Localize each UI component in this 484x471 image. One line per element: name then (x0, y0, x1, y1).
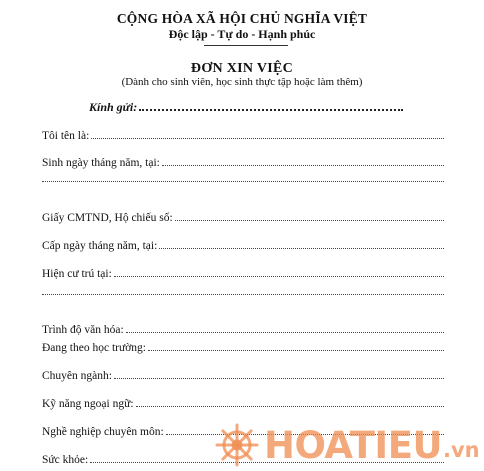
watermark (214, 420, 480, 470)
addressee-line (89, 99, 403, 114)
field-label: Giấy CMTND, Hộ chiếu số: (42, 212, 173, 224)
field-birth (42, 155, 444, 170)
field-label: Đang theo học trường: (42, 342, 146, 354)
field-fill-line[interactable] (136, 396, 444, 407)
watermark-tld: .vn (443, 438, 480, 462)
field-fill-line[interactable] (159, 238, 444, 249)
field-major (42, 368, 444, 383)
field-education (42, 322, 444, 337)
field-id-number (42, 210, 444, 225)
field-label: Cấp ngày tháng năm, tại: (42, 240, 158, 252)
field-fill-line[interactable] (148, 340, 444, 351)
field-label: Tôi tên là: (42, 130, 90, 142)
field-school (42, 340, 444, 355)
field-id-issued (42, 238, 444, 253)
field-fill-line[interactable] (114, 368, 444, 379)
national-motto: Độc lập - Tự do - Hạnh phúc (168, 27, 316, 41)
field-fill-line[interactable] (175, 210, 444, 221)
motto-underline (204, 45, 288, 46)
field-label: Chuyên ngành: (42, 370, 112, 382)
field-label: Hiện cư trú tại: (42, 268, 112, 280)
field-label: Kỹ năng ngoại ngữ: (42, 398, 134, 410)
field-fill-line[interactable] (114, 266, 444, 277)
field-fill-line[interactable] (91, 128, 444, 139)
field-label: Sức khỏe: (42, 454, 89, 466)
form-subtitle: (Dành cho sinh viên, học sinh thực tập hoặc làm thêm) (121, 76, 363, 88)
field-fill-line[interactable] (162, 155, 444, 166)
field-residence (42, 266, 444, 281)
ship-wheel-icon (214, 422, 260, 468)
addressee-label: Kính gửi: (89, 100, 138, 114)
field-label: Sinh ngày tháng năm, tại: (42, 157, 160, 169)
field-fill-line-continued[interactable] (42, 294, 444, 295)
form-title: ĐƠN XIN VIỆC (190, 61, 294, 76)
national-title: CỘNG HÒA XÃ HỘI CHỦ NGHĨA VIỆT (116, 11, 368, 26)
field-fill-line[interactable] (126, 322, 444, 333)
field-name (42, 128, 444, 143)
addressee-fill-line[interactable] (139, 99, 403, 111)
field-fill-line-continued[interactable] (42, 181, 444, 182)
field-label: Trình độ văn hóa: (42, 324, 124, 336)
watermark-brand: HOATIEU (264, 423, 443, 467)
field-language-skills (42, 396, 444, 411)
field-label: Nghề nghiệp chuyên môn: (42, 426, 164, 438)
